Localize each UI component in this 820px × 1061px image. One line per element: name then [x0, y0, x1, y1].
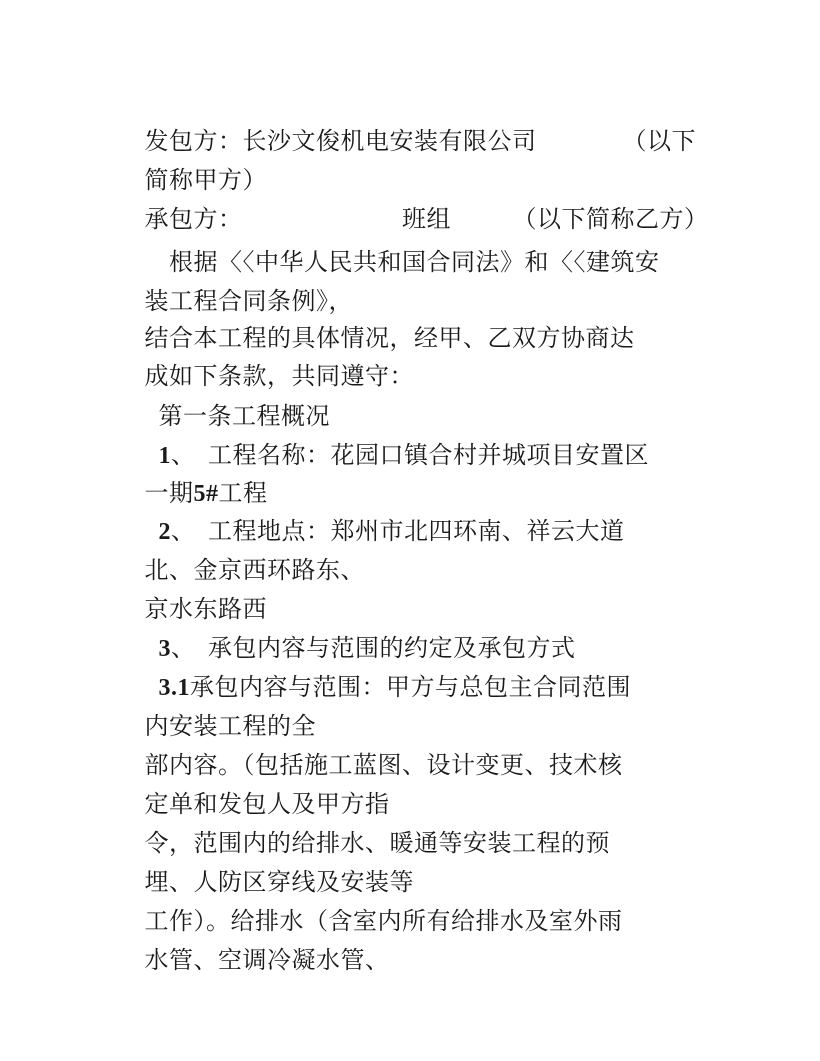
clause-number: 1: [158, 443, 172, 469]
line-text: 结合本工程的具体情况，经甲、乙双方协商达: [144, 324, 635, 352]
line-text: 京水东路西: [144, 595, 268, 623]
line-text: 承包方： 班组 （以下简称乙方）: [144, 205, 709, 233]
line-text: 、 承包内容与范围的约定及承包方式: [171, 634, 576, 662]
clause-number: 2: [158, 519, 172, 545]
line-text: 工程: [218, 479, 268, 507]
clause-number: 3: [158, 636, 172, 662]
line-text: 成如下条款，共同遵守：: [144, 362, 415, 390]
line-text: 一期: [144, 479, 194, 507]
line-text: 北、金京西环路东、: [144, 556, 366, 584]
line-text: 埋、人防区穿线及安装等: [144, 868, 415, 896]
line-text: 承包内容与范围：甲方与总包主合同范围: [190, 673, 632, 701]
line-text: 部内容。（包括施工蓝图、设计变更、技术核: [144, 751, 623, 779]
line-text: 装工程合同条例》，: [144, 287, 354, 315]
clause-line-cont: [112, 915, 390, 1005]
line-text: 发包方：长沙文俊机电安装有限公司 （以下: [144, 127, 697, 155]
line-text: 根据〈〈中华人民共和国合同法》和〈〈建筑安: [144, 248, 660, 276]
line-text: 工作）。给排水（含室内所有给排水及室外雨: [144, 907, 623, 935]
line-text: 、 工程名称：花园口镇合村并城项目安置区: [171, 441, 650, 469]
line-text: 第一条工程概况: [158, 402, 331, 430]
line-text: 内安装工程的全: [144, 712, 317, 740]
clause-number: 3.1: [158, 675, 191, 701]
line-text: 定单和发包人及甲方指: [144, 790, 390, 818]
line-text: 令，范围内的给排水、暖通等安装工程的预: [144, 829, 611, 857]
line-text: 、 工程地点：郑州市北四环南、祥云大道: [171, 517, 625, 545]
building-number: 5#: [193, 481, 219, 507]
line-text: 简称甲方）: [144, 166, 268, 194]
line-text: 水管、空调冷凝水管、: [144, 946, 390, 974]
